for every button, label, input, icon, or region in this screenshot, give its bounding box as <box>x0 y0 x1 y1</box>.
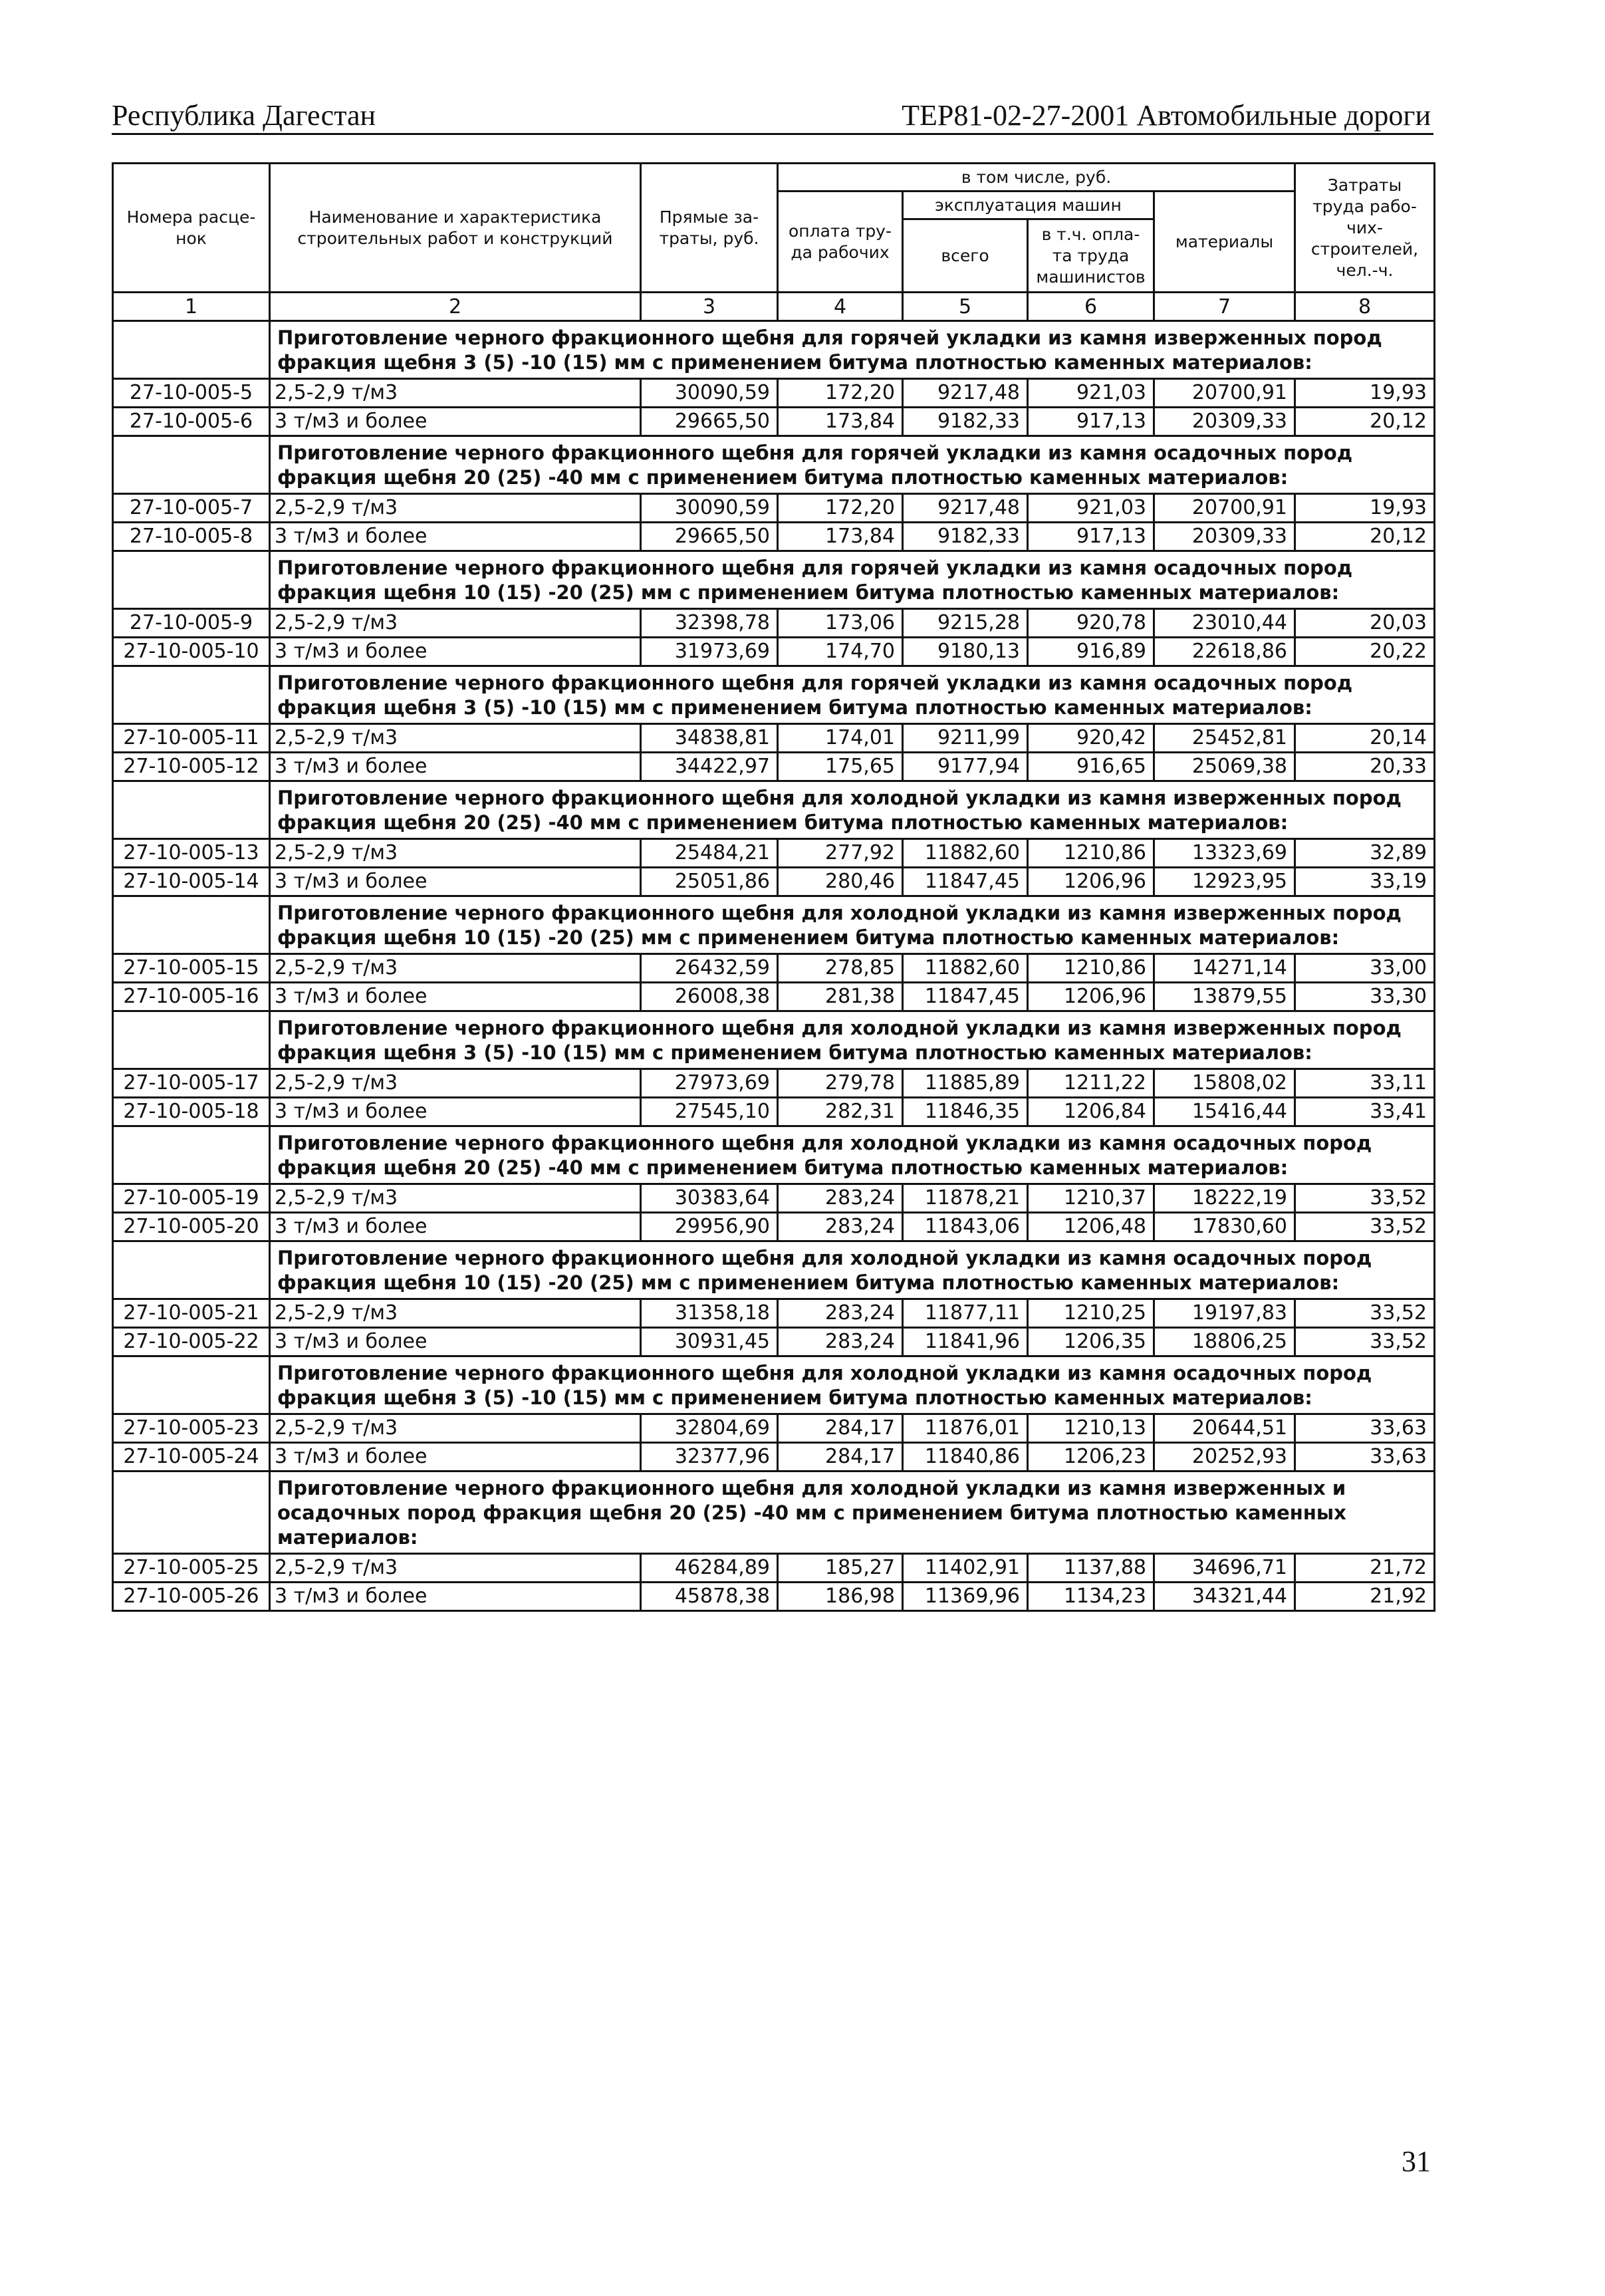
section-header-row <box>113 1471 1435 1554</box>
machinists-pay-cell: 1210,13 <box>1028 1414 1154 1443</box>
labor-hours-cell: 33,52 <box>1295 1184 1435 1213</box>
machinists-pay-cell: 1210,86 <box>1028 954 1154 983</box>
machines-total-cell: 9182,33 <box>903 408 1028 436</box>
rate-code-cell: 27-10-005-17 <box>113 1069 270 1098</box>
work-name-cell: 2,5-2,9 т/м3 <box>270 379 641 408</box>
direct-costs-cell: 25484,21 <box>641 839 778 868</box>
machines-total-cell: 11876,01 <box>903 1414 1028 1443</box>
direct-costs-cell: 46284,89 <box>641 1554 778 1583</box>
section-title: Приготовление черного фракционного щебня для холодной укладки из камня изверженных пород фракция щебня 20 (25) -40 мм с применением битума плотностью каменных материалов: <box>270 781 1435 839</box>
labor-pay-cell: 283,24 <box>778 1299 903 1328</box>
labor-pay-cell: 283,24 <box>778 1184 903 1213</box>
section-header-row <box>113 896 1435 954</box>
section-header-row <box>113 321 1435 379</box>
column-number: 7 <box>1154 293 1295 321</box>
rate-code-cell: 27-10-005-6 <box>113 408 270 436</box>
labor-hours-cell: 33,41 <box>1295 1098 1435 1126</box>
labor-hours-cell: 33,52 <box>1295 1299 1435 1328</box>
labor-hours-cell: 33,63 <box>1295 1414 1435 1443</box>
labor-pay-cell: 283,24 <box>778 1328 903 1356</box>
work-name-cell: 3 т/м3 и более <box>270 1443 641 1471</box>
section-title: Приготовление черного фракционного щебня для холодной укладки из камня осадочных пород фракция щебня 3 (5) -10 (15) мм с применением битума плотностью каменных материалов: <box>270 1356 1435 1414</box>
table-row <box>113 724 1435 753</box>
section-spacer-cell <box>113 1011 270 1069</box>
direct-costs-cell: 32804,69 <box>641 1414 778 1443</box>
labor-hours-cell: 32,89 <box>1295 839 1435 868</box>
rate-code-cell: 27-10-005-8 <box>113 523 270 551</box>
column-numbers-row <box>113 293 1435 321</box>
section-title: Приготовление черного фракционного щебня для горячей укладки из камня осадочных пород фракция щебня 10 (15) -20 (25) мм с применением битума плотностью каменных материалов: <box>270 551 1435 609</box>
rate-code-cell: 27-10-005-5 <box>113 379 270 408</box>
direct-costs-cell: 31973,69 <box>641 638 778 666</box>
rate-code-cell: 27-10-005-23 <box>113 1414 270 1443</box>
work-name-cell: 2,5-2,9 т/м3 <box>270 1069 641 1098</box>
materials-cost-cell: 20309,33 <box>1154 408 1295 436</box>
rate-code-cell: 27-10-005-24 <box>113 1443 270 1471</box>
labor-hours-cell: 20,14 <box>1295 724 1435 753</box>
machines-total-cell: 11885,89 <box>903 1069 1028 1098</box>
machinists-pay-cell: 1210,37 <box>1028 1184 1154 1213</box>
labor-hours-cell: 33,63 <box>1295 1443 1435 1471</box>
section-spacer-cell <box>113 551 270 609</box>
direct-costs-cell: 26432,59 <box>641 954 778 983</box>
labor-pay-cell: 174,70 <box>778 638 903 666</box>
header-region: Республика Дагестан <box>112 99 376 132</box>
machinists-pay-cell: 1210,86 <box>1028 839 1154 868</box>
direct-costs-cell: 34838,81 <box>641 724 778 753</box>
table-row <box>113 1554 1435 1583</box>
column-number: 5 <box>903 293 1028 321</box>
column-number: 6 <box>1028 293 1154 321</box>
labor-hours-cell: 33,52 <box>1295 1328 1435 1356</box>
direct-costs-cell: 25051,86 <box>641 868 778 896</box>
table-row <box>113 408 1435 436</box>
column-number: 1 <box>113 293 270 321</box>
machines-total-cell: 11843,06 <box>903 1213 1028 1241</box>
column-number: 2 <box>270 293 641 321</box>
labor-pay-cell: 279,78 <box>778 1069 903 1098</box>
rate-code-cell: 27-10-005-11 <box>113 724 270 753</box>
materials-cost-cell: 17830,60 <box>1154 1213 1295 1241</box>
col-header-number: Номера расце-нок <box>113 164 270 293</box>
direct-costs-cell: 30383,64 <box>641 1184 778 1213</box>
col-header-labor: оплата тру-да рабочих <box>778 191 903 293</box>
labor-hours-cell: 19,93 <box>1295 379 1435 408</box>
machinists-pay-cell: 1206,23 <box>1028 1443 1154 1471</box>
section-header-row <box>113 1011 1435 1069</box>
rate-code-cell: 27-10-005-22 <box>113 1328 270 1356</box>
rate-code-cell: 27-10-005-21 <box>113 1299 270 1328</box>
labor-hours-cell: 20,03 <box>1295 609 1435 638</box>
machines-total-cell: 9215,28 <box>903 609 1028 638</box>
materials-cost-cell: 34696,71 <box>1154 1554 1295 1583</box>
machinists-pay-cell: 917,13 <box>1028 523 1154 551</box>
work-name-cell: 3 т/м3 и более <box>270 1328 641 1356</box>
direct-costs-cell: 27545,10 <box>641 1098 778 1126</box>
section-title: Приготовление черного фракционного щебня для холодной укладки из камня осадочных пород фракция щебня 10 (15) -20 (25) мм с применением битума плотностью каменных материалов: <box>270 1241 1435 1299</box>
machinists-pay-cell: 920,78 <box>1028 609 1154 638</box>
machines-total-cell: 11878,21 <box>903 1184 1028 1213</box>
machines-total-cell: 11369,96 <box>903 1583 1028 1611</box>
section-title: Приготовление черного фракционного щебня для горячей укладки из камня осадочных пород фракция щебня 20 (25) -40 мм с применением битума плотностью каменных материалов: <box>270 436 1435 494</box>
machinists-pay-cell: 921,03 <box>1028 494 1154 523</box>
materials-cost-cell: 12923,95 <box>1154 868 1295 896</box>
materials-cost-cell: 18222,19 <box>1154 1184 1295 1213</box>
work-name-cell: 3 т/м3 и более <box>270 753 641 781</box>
section-title: Приготовление черного фракционного щебня для холодной укладки из камня изверженных и осадочных пород фракция щебня 20 (25) -40 мм с применением битума плотностью каменных материалов: <box>270 1471 1435 1554</box>
machinists-pay-cell: 1211,22 <box>1028 1069 1154 1098</box>
materials-cost-cell: 25069,38 <box>1154 753 1295 781</box>
table-row <box>113 1414 1435 1443</box>
direct-costs-cell: 29956,90 <box>641 1213 778 1241</box>
work-name-cell: 2,5-2,9 т/м3 <box>270 1414 641 1443</box>
machines-total-cell: 9217,48 <box>903 379 1028 408</box>
labor-hours-cell: 33,52 <box>1295 1213 1435 1241</box>
column-number: 4 <box>778 293 903 321</box>
section-title: Приготовление черного фракционного щебня для холодной укладки из камня изверженных пород фракция щебня 10 (15) -20 (25) мм с применением битума плотностью каменных материалов: <box>270 896 1435 954</box>
rate-code-cell: 27-10-005-10 <box>113 638 270 666</box>
machinists-pay-cell: 1206,35 <box>1028 1328 1154 1356</box>
machines-total-cell: 11882,60 <box>903 954 1028 983</box>
machinists-pay-cell: 1206,96 <box>1028 868 1154 896</box>
work-name-cell: 2,5-2,9 т/м3 <box>270 839 641 868</box>
table-row <box>113 638 1435 666</box>
machines-total-cell: 9211,99 <box>903 724 1028 753</box>
section-title: Приготовление черного фракционного щебня для холодной укладки из камня осадочных пород фракция щебня 20 (25) -40 мм с применением битума плотностью каменных материалов: <box>270 1126 1435 1184</box>
materials-cost-cell: 20700,91 <box>1154 379 1295 408</box>
direct-costs-cell: 29665,50 <box>641 408 778 436</box>
machines-total-cell: 9180,13 <box>903 638 1028 666</box>
labor-hours-cell: 20,33 <box>1295 753 1435 781</box>
machinists-pay-cell: 1137,88 <box>1028 1554 1154 1583</box>
machines-total-cell: 11847,45 <box>903 983 1028 1011</box>
labor-hours-cell: 33,19 <box>1295 868 1435 896</box>
direct-costs-cell: 31358,18 <box>641 1299 778 1328</box>
table-row <box>113 868 1435 896</box>
work-name-cell: 2,5-2,9 т/м3 <box>270 1184 641 1213</box>
rate-code-cell: 27-10-005-16 <box>113 983 270 1011</box>
labor-pay-cell: 284,17 <box>778 1414 903 1443</box>
work-name-cell: 3 т/м3 и более <box>270 523 641 551</box>
table-row <box>113 1213 1435 1241</box>
direct-costs-cell: 32377,96 <box>641 1443 778 1471</box>
header-rule <box>112 133 1433 135</box>
machinists-pay-cell: 1206,96 <box>1028 983 1154 1011</box>
labor-pay-cell: 172,20 <box>778 494 903 523</box>
labor-pay-cell: 185,27 <box>778 1554 903 1583</box>
direct-costs-cell: 30931,45 <box>641 1328 778 1356</box>
machinists-pay-cell: 920,42 <box>1028 724 1154 753</box>
work-name-cell: 2,5-2,9 т/м3 <box>270 609 641 638</box>
section-title: Приготовление черного фракционного щебня для горячей укладки из камня осадочных пород фракция щебня 3 (5) -10 (15) мм с применением битума плотностью каменных материалов: <box>270 666 1435 724</box>
machines-total-cell: 11840,86 <box>903 1443 1028 1471</box>
table-row <box>113 839 1435 868</box>
direct-costs-cell: 30090,59 <box>641 379 778 408</box>
rate-code-cell: 27-10-005-14 <box>113 868 270 896</box>
labor-hours-cell: 20,12 <box>1295 408 1435 436</box>
work-name-cell: 2,5-2,9 т/м3 <box>270 494 641 523</box>
materials-cost-cell: 20252,93 <box>1154 1443 1295 1471</box>
labor-hours-cell: 20,12 <box>1295 523 1435 551</box>
section-header-row <box>113 1126 1435 1184</box>
section-spacer-cell <box>113 1356 270 1414</box>
table-row <box>113 753 1435 781</box>
rate-code-cell: 27-10-005-12 <box>113 753 270 781</box>
labor-hours-cell: 33,30 <box>1295 983 1435 1011</box>
materials-cost-cell: 18806,25 <box>1154 1328 1295 1356</box>
table-row <box>113 983 1435 1011</box>
section-spacer-cell <box>113 896 270 954</box>
materials-cost-cell: 22618,86 <box>1154 638 1295 666</box>
materials-cost-cell: 19197,83 <box>1154 1299 1295 1328</box>
section-header-row <box>113 1241 1435 1299</box>
header-document-title: ТЕР81-02-27-2001 Автомобильные дороги <box>902 99 1431 132</box>
direct-costs-cell: 45878,38 <box>641 1583 778 1611</box>
section-header-row <box>113 1356 1435 1414</box>
labor-hours-cell: 21,72 <box>1295 1554 1435 1583</box>
machinists-pay-cell: 916,65 <box>1028 753 1154 781</box>
materials-cost-cell: 25452,81 <box>1154 724 1295 753</box>
materials-cost-cell: 15416,44 <box>1154 1098 1295 1126</box>
rate-code-cell: 27-10-005-19 <box>113 1184 270 1213</box>
col-header-machines-total: всего <box>903 219 1028 293</box>
rate-code-cell: 27-10-005-26 <box>113 1583 270 1611</box>
machinists-pay-cell: 921,03 <box>1028 379 1154 408</box>
labor-hours-cell: 33,11 <box>1295 1069 1435 1098</box>
section-spacer-cell <box>113 321 270 379</box>
direct-costs-cell: 26008,38 <box>641 983 778 1011</box>
labor-pay-cell: 277,92 <box>778 839 903 868</box>
table-row <box>113 379 1435 408</box>
materials-cost-cell: 20309,33 <box>1154 523 1295 551</box>
table-row <box>113 1098 1435 1126</box>
labor-pay-cell: 172,20 <box>778 379 903 408</box>
rate-code-cell: 27-10-005-9 <box>113 609 270 638</box>
work-name-cell: 2,5-2,9 т/м3 <box>270 1299 641 1328</box>
table-row <box>113 523 1435 551</box>
labor-hours-cell: 21,92 <box>1295 1583 1435 1611</box>
machinists-pay-cell: 1206,84 <box>1028 1098 1154 1126</box>
col-header-materials: материалы <box>1154 191 1295 293</box>
work-name-cell: 2,5-2,9 т/м3 <box>270 724 641 753</box>
table-row <box>113 1299 1435 1328</box>
materials-cost-cell: 20700,91 <box>1154 494 1295 523</box>
col-header-labor-hours: Затраты труда рабо-чих-строителей, чел.-ч. <box>1295 164 1435 293</box>
work-name-cell: 2,5-2,9 т/м3 <box>270 954 641 983</box>
labor-pay-cell: 282,31 <box>778 1098 903 1126</box>
table-row <box>113 1328 1435 1356</box>
machines-total-cell: 11877,11 <box>903 1299 1028 1328</box>
section-title: Приготовление черного фракционного щебня для горячей укладки из камня изверженных пород фракция щебня 3 (5) -10 (15) мм с применением битума плотностью каменных материалов: <box>270 321 1435 379</box>
materials-cost-cell: 34321,44 <box>1154 1583 1295 1611</box>
work-name-cell: 3 т/м3 и более <box>270 1098 641 1126</box>
machines-total-cell: 11846,35 <box>903 1098 1028 1126</box>
table-row <box>113 1184 1435 1213</box>
materials-cost-cell: 15808,02 <box>1154 1069 1295 1098</box>
col-header-direct: Прямые за-траты, руб. <box>641 164 778 293</box>
section-header-row <box>113 666 1435 724</box>
machinists-pay-cell: 1134,23 <box>1028 1583 1154 1611</box>
work-name-cell: 3 т/м3 и более <box>270 983 641 1011</box>
labor-pay-cell: 278,85 <box>778 954 903 983</box>
work-name-cell: 3 т/м3 и более <box>270 638 641 666</box>
work-name-cell: 3 т/м3 и более <box>270 408 641 436</box>
work-name-cell: 3 т/м3 и более <box>270 1213 641 1241</box>
table-row <box>113 1443 1435 1471</box>
work-name-cell: 3 т/м3 и более <box>270 1583 641 1611</box>
machines-total-cell: 9217,48 <box>903 494 1028 523</box>
rate-code-cell: 27-10-005-25 <box>113 1554 270 1583</box>
section-header-row <box>113 551 1435 609</box>
labor-pay-cell: 173,84 <box>778 408 903 436</box>
table-row <box>113 609 1435 638</box>
machines-total-cell: 11882,60 <box>903 839 1028 868</box>
direct-costs-cell: 27973,69 <box>641 1069 778 1098</box>
labor-hours-cell: 19,93 <box>1295 494 1435 523</box>
column-number: 8 <box>1295 293 1435 321</box>
materials-cost-cell: 20644,51 <box>1154 1414 1295 1443</box>
labor-pay-cell: 174,01 <box>778 724 903 753</box>
table-row <box>113 494 1435 523</box>
machines-total-cell: 11841,96 <box>903 1328 1028 1356</box>
labor-pay-cell: 173,06 <box>778 609 903 638</box>
col-header-machinists: в т.ч. опла-та труда машинистов <box>1028 219 1154 293</box>
machines-total-cell: 11402,91 <box>903 1554 1028 1583</box>
section-spacer-cell <box>113 1241 270 1299</box>
machinists-pay-cell: 1206,48 <box>1028 1213 1154 1241</box>
labor-pay-cell: 284,17 <box>778 1443 903 1471</box>
labor-hours-cell: 20,22 <box>1295 638 1435 666</box>
rate-code-cell: 27-10-005-15 <box>113 954 270 983</box>
rate-code-cell: 27-10-005-18 <box>113 1098 270 1126</box>
machinists-pay-cell: 917,13 <box>1028 408 1154 436</box>
labor-pay-cell: 283,24 <box>778 1213 903 1241</box>
labor-hours-cell: 33,00 <box>1295 954 1435 983</box>
machines-total-cell: 9177,94 <box>903 753 1028 781</box>
labor-pay-cell: 281,38 <box>778 983 903 1011</box>
col-header-name: Наименование и характеристика строительных работ и конструкций <box>270 164 641 293</box>
labor-pay-cell: 175,65 <box>778 753 903 781</box>
section-spacer-cell <box>113 1126 270 1184</box>
section-spacer-cell <box>113 781 270 839</box>
direct-costs-cell: 30090,59 <box>641 494 778 523</box>
materials-cost-cell: 13879,55 <box>1154 983 1295 1011</box>
table-row <box>113 1583 1435 1611</box>
section-header-row <box>113 436 1435 494</box>
direct-costs-cell: 34422,97 <box>641 753 778 781</box>
materials-cost-cell: 14271,14 <box>1154 954 1295 983</box>
page-number: 31 <box>1402 2145 1431 2178</box>
materials-cost-cell: 23010,44 <box>1154 609 1295 638</box>
labor-pay-cell: 280,46 <box>778 868 903 896</box>
rate-code-cell: 27-10-005-13 <box>113 839 270 868</box>
section-spacer-cell <box>113 666 270 724</box>
machines-total-cell: 9182,33 <box>903 523 1028 551</box>
table-row <box>113 954 1435 983</box>
section-header-row <box>113 781 1435 839</box>
rate-code-cell: 27-10-005-20 <box>113 1213 270 1241</box>
machinists-pay-cell: 1210,25 <box>1028 1299 1154 1328</box>
work-name-cell: 2,5-2,9 т/м3 <box>270 1554 641 1583</box>
materials-cost-cell: 13323,69 <box>1154 839 1295 868</box>
col-header-machines: эксплуатация машин <box>903 191 1154 219</box>
work-name-cell: 3 т/м3 и более <box>270 868 641 896</box>
labor-pay-cell: 186,98 <box>778 1583 903 1611</box>
table-row <box>113 1069 1435 1098</box>
direct-costs-cell: 32398,78 <box>641 609 778 638</box>
rate-code-cell: 27-10-005-7 <box>113 494 270 523</box>
section-spacer-cell <box>113 436 270 494</box>
rates-table <box>112 162 1435 1612</box>
column-number: 3 <box>641 293 778 321</box>
direct-costs-cell: 29665,50 <box>641 523 778 551</box>
machines-total-cell: 11847,45 <box>903 868 1028 896</box>
section-title: Приготовление черного фракционного щебня для холодной укладки из камня изверженных пород фракция щебня 3 (5) -10 (15) мм с применением битума плотностью каменных материалов: <box>270 1011 1435 1069</box>
section-spacer-cell <box>113 1471 270 1554</box>
machinists-pay-cell: 916,89 <box>1028 638 1154 666</box>
col-header-including: в том числе, руб. <box>778 164 1295 191</box>
labor-pay-cell: 173,84 <box>778 523 903 551</box>
